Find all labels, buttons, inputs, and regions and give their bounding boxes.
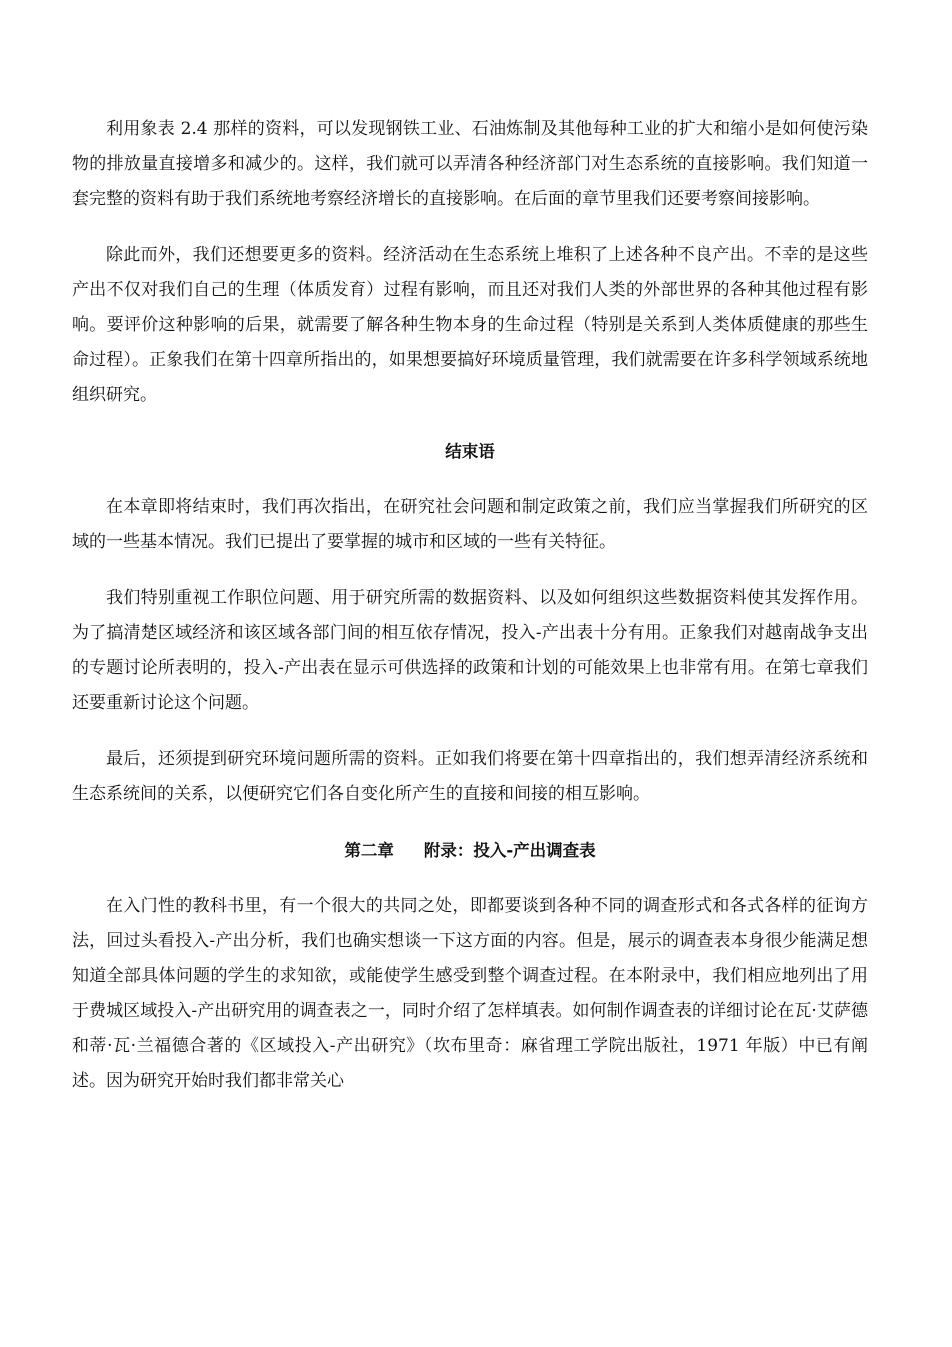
- section-heading-conclusion: 结束语: [445, 442, 495, 461]
- paragraph: 我们特别重视工作职位问题、用于研究所需的数据资料、以及如何组织这些数据资料使其发挥作用。为了搞清楚区域经济和该区域各部门间的相互依存情况，投入-产出表十分有用。正象我们对越南战争支出的专题讨论所表明的，投入-产出表在显示可供选择的政策和计划的可能效果上也非常有用。在第七章我们还要重新讨论这个问题。: [72, 588, 868, 713]
- document-page: [72, 112, 868, 1120]
- appendix-heading: [72, 833, 868, 868]
- chapter-label: 第二章: [344, 841, 394, 860]
- paragraph: 在入门性的教科书里，有一个很大的共同之处，即都要谈到各种不同的调查形式和各式各样的征询方法，回过头看投入-产出分析，我们也确实想谈一下这方面的内容。但是，展示的调查表本身很少能满足想知道全部具体问题的学生的求知欲，或能使学生感受到整个调查过程。在本附录中，我们相应地列出了用于费城区域投入-产出研究用的调查表之一，同时介绍了怎样填表。如何制作调查表的详细讨论在瓦·艾萨德和蒂·瓦·兰福德合著的《区域投入-产出研究》（坎布里奇：麻省理工学院出版社，1971 年版）中已有阐述。因为研究开始时我们都非常关心: [72, 896, 868, 1091]
- paragraph: 在本章即将结束时，我们再次指出，在研究社会问题和制定政策之前，我们应当掌握我们所研究的区域的一些基本情况。我们已提出了要掌握的城市和区域的一些有关特征。: [72, 497, 868, 552]
- paragraph: 除此而外，我们还想要更多的资料。经济活动在生态系统上堆积了上述各种不良产出。不幸的是这些产出不仅对我们自己的生理（体质发育）过程有影响，而且还对我们人类的外部世界的各种其他过程有影响。要评价这种影响的后果，就需要了解各种生物本身的生命过程（特别是关系到人类体质健康的那些生命过程）。正象我们在第十四章所指出的，如果想要搞好环境质量管理，我们就需要在许多科学领域系统地组织研究。: [72, 245, 868, 405]
- appendix-title: 附录：投入-产出调查表: [423, 841, 596, 860]
- paragraph: 最后，还须提到研究环境问题所需的资料。正如我们将要在第十四章指出的，我们想弄清经济系统和生态系统间的关系，以便研究它们各自变化所产生的直接和间接的相互影响。: [72, 749, 868, 804]
- paragraph: 利用象表 2.4 那样的资料，可以发现钢铁工业、石油炼制及其他每种工业的扩大和缩小是如何使污染物的排放量直接增多和减少的。这样，我们就可以弄清各种经济部门对生态系统的直接影响。我们知道一套完整的资料有助于我们系统地考察经济增长的直接影响。在后面的章节里我们还要考察间接影响。: [72, 119, 868, 209]
